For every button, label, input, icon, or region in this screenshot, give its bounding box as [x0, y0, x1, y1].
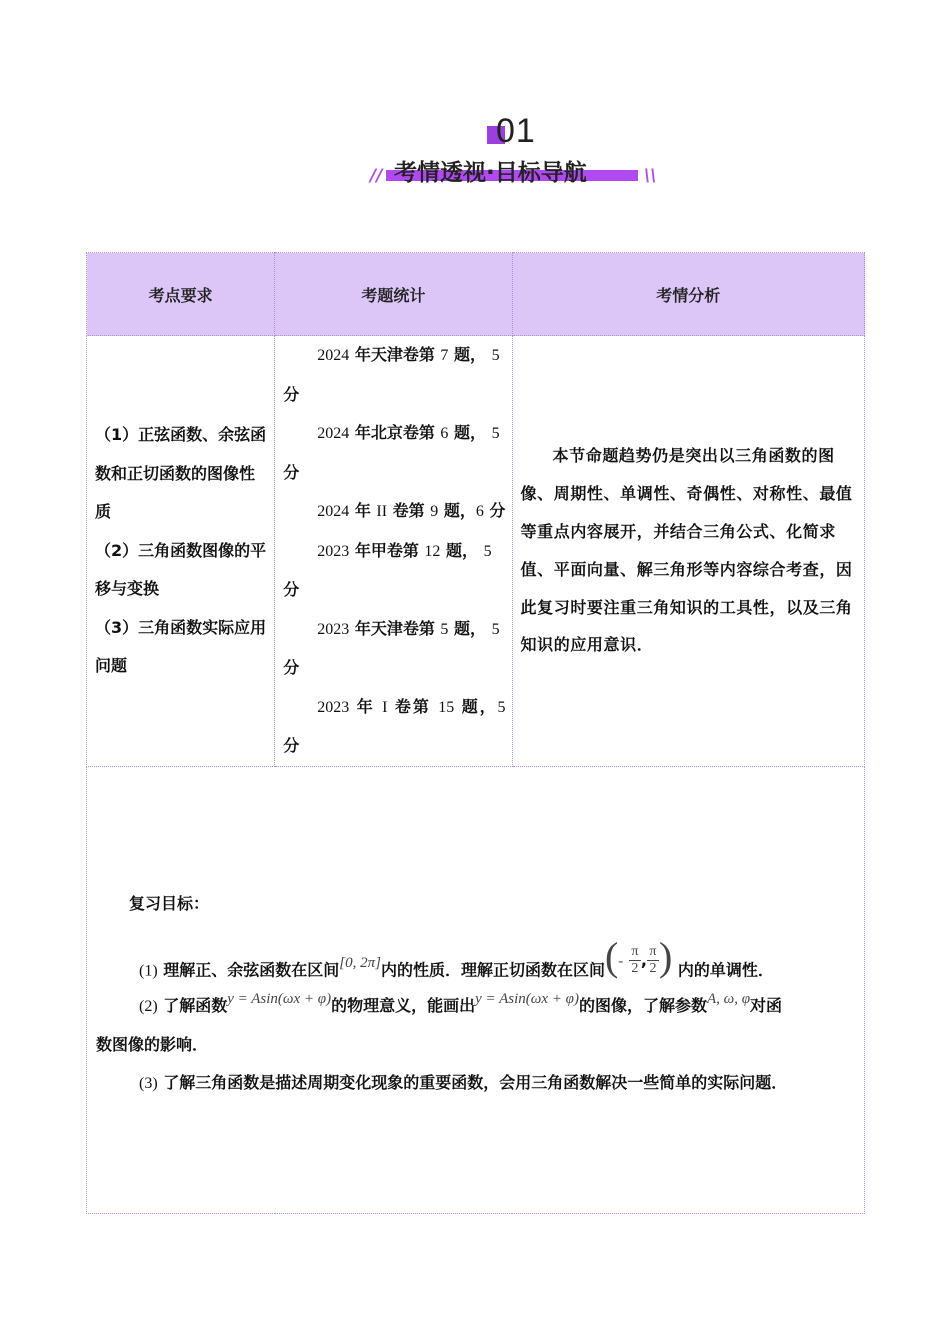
- formula-math: y = Asin(ωx + φ): [227, 990, 332, 1007]
- stat-unit: 分: [283, 384, 300, 404]
- formula-math: y = Asin(ωx + φ): [475, 990, 579, 1007]
- requirement-item: （3）三角函数实际应用问题: [95, 617, 267, 675]
- table-header-row: [87, 253, 865, 336]
- statistics-cell: [275, 336, 512, 767]
- stat-entry: 2024 年 II 卷第 9 题，6 分: [317, 501, 506, 520]
- goal-item: (2) 了解函数y = Asin(ωx + φ)的物理意义，能画出y = Asin(ωx + φ)的图像，了解参数A, ω, φ对函: [139, 990, 783, 1015]
- analysis-cell: [512, 336, 864, 767]
- stat-entry: 2023 年 I 卷第 15 题，5 分: [283, 696, 506, 755]
- requirements-cell: [87, 336, 275, 767]
- params-math: A, ω, φ: [706, 990, 751, 1007]
- stat-unit: 分: [283, 462, 300, 482]
- goal-item: (3) 了解三角函数是描述周期变化现象的重要函数，会用三角函数解决一些简单的实际问题．: [139, 1072, 788, 1092]
- requirement-item: （1）正弦函数、余弦函数和正切函数的图像性质: [95, 425, 267, 521]
- goals-row: [87, 766, 865, 1213]
- column-header-statistics: 考题统计: [275, 253, 512, 336]
- table-row: [87, 336, 865, 767]
- column-header-analysis: 考情分析: [512, 253, 864, 336]
- column-header-requirements: 考点要求: [87, 253, 275, 336]
- stat-entry: 2024 年北京卷第 6 题， 5: [317, 423, 500, 442]
- slash-decoration-right-icon: \\: [644, 166, 657, 186]
- goal-item-continued: 数图像的影响．: [96, 1034, 209, 1054]
- stat-entry: 2024 年天津卷第 7 题， 5: [317, 345, 500, 364]
- section-header: [360, 112, 660, 192]
- goal-item: (1) 理解正、余弦函数在区间[0, 2π]内的性质．理解正切函数在区间(- $\frac{\pi}{2}$ , $\frac{\pi}{2}$ ) 内的单调性．: [139, 933, 774, 979]
- goals-cell: [87, 766, 865, 1213]
- stat-unit: 分: [283, 658, 300, 677]
- goals-title: 复习目标：: [129, 893, 210, 913]
- stat-entry: 2023 年天津卷第 5 题， 5: [317, 618, 500, 638]
- stat-entry: 2023 年甲卷第 12 题， 5: [317, 540, 492, 560]
- stat-unit: 分: [283, 580, 300, 599]
- interval-math: [0, 2π]: [339, 955, 381, 971]
- open-interval-math: (- $\frac{\pi}{2}$ , $\frac{\pi}{2}$ ): [604, 933, 673, 979]
- section-number: 01: [496, 112, 536, 150]
- slash-decoration-left-icon: //: [370, 166, 383, 186]
- section-title: 考情透视·目标导航: [394, 160, 587, 186]
- analysis-text: 本节命题趋势仍是突出以三角函数的图像、周期性、单调性、奇偶性、对称性、最值等重点内容展开，并结合三角公式、化简求值、平面向量、解三角形等内容综合考查，因此复习时要注重三角知识的工具性，以及三角知识的应用意识．: [520, 446, 853, 655]
- requirement-item: （2）三角函数图像的平移与变换: [95, 540, 267, 598]
- exam-analysis-table: [86, 252, 865, 1214]
